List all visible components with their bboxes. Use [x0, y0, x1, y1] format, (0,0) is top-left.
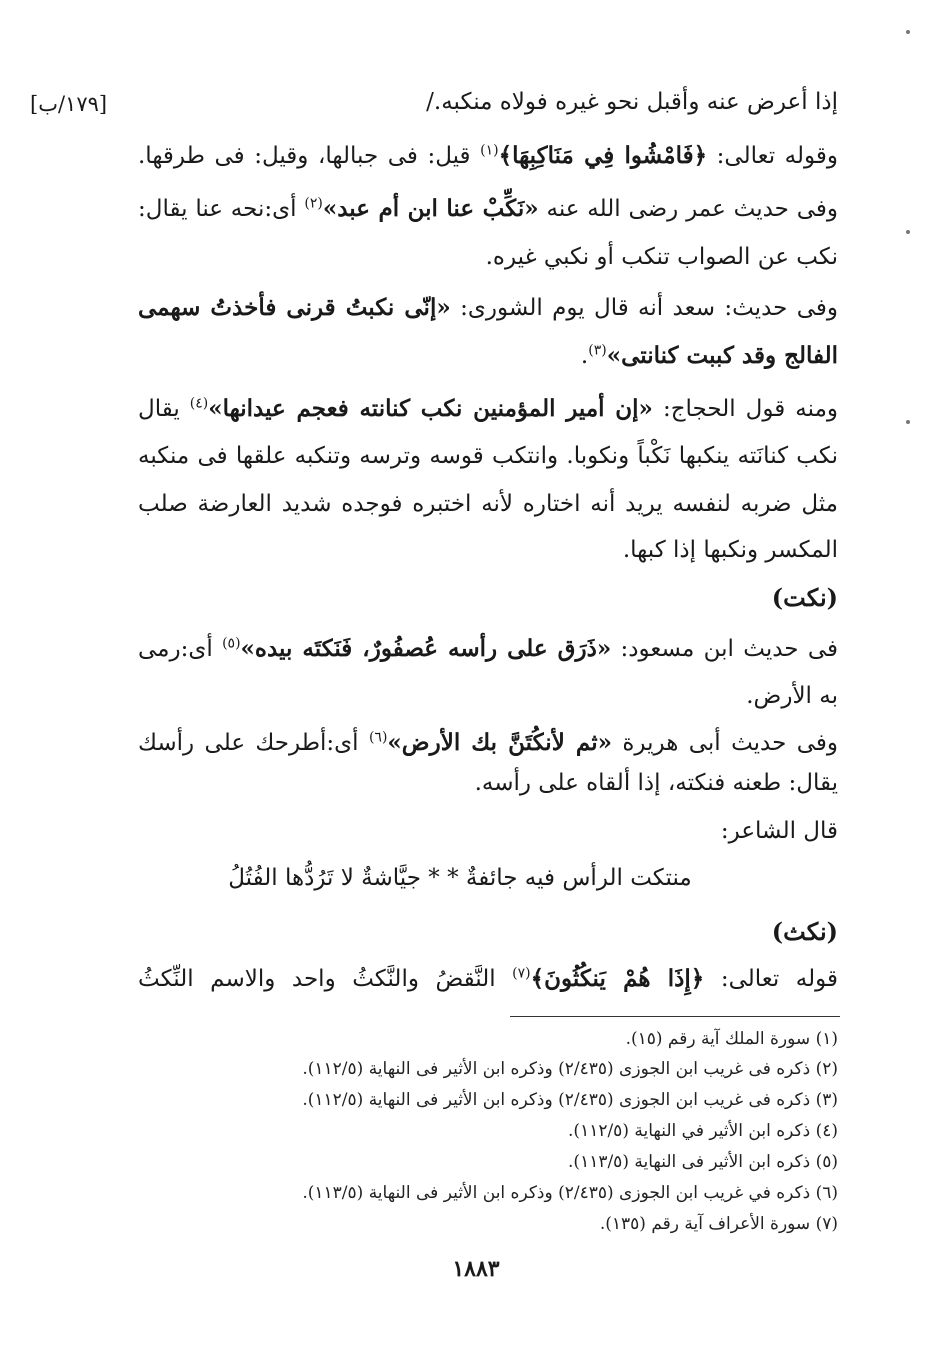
footnote-ref: (٤) [189, 395, 209, 412]
body-line [138, 292, 838, 324]
quoted-text: «إنّى نكبتُ قرنى فأخذتُ سهمى [138, 294, 451, 321]
footnote: (٦) ذكره في غريب ابن الجوزى (٢/٤٣٥) وذكره ابن الأثير فى النهاية (١١٣/٥). [302, 1183, 838, 1203]
footnote: (٥) ذكره ابن الأثير فى النهاية (١١٣/٥). [568, 1152, 838, 1172]
quoted-text: ﴿فَامْشُوا فِي مَنَاكِبِهَا﴾ [498, 142, 708, 169]
text-run: . [580, 343, 589, 369]
body-line [138, 727, 838, 759]
footnote-ref: (٦) [368, 729, 388, 746]
section-heading [772, 916, 838, 948]
margin-mark [906, 230, 910, 234]
body-line [138, 140, 838, 172]
text-run: نكب كنانَته ينكبها نَكْباً ونكوبا. وانتكب قوسه وترسه وتنكبه علقها فى منكبه [138, 443, 838, 469]
body-line [138, 393, 838, 425]
text-run: به الأرض. [746, 683, 838, 709]
text-run: (نكت) [771, 583, 838, 612]
quoted-text: «نَكِّبْ عنا ابن أم عبد» [322, 195, 539, 222]
text-run: وفى حديث عمر رضى الله عنه [538, 196, 838, 222]
body-line [486, 241, 838, 273]
poetry-verse [200, 862, 720, 894]
text-run: منتكت الرأس فيه جائفةٌ * * جيَّاشةٌ لا تَرُدُّها الفُتُلُ [228, 865, 692, 891]
text-run: المكسر ونكبها إذا كبها. [622, 537, 838, 563]
text-run: أى:رمى [138, 636, 223, 662]
body-line [138, 193, 838, 225]
text-run: فى حديث ابن مسعود: [611, 636, 838, 662]
quoted-text: «إن أمير المؤمنين نكب كنانته فعجم عيدانها» [208, 395, 653, 422]
footnote: (٣) ذكره فى غريب ابن الجوزى (٢/٤٣٥) وذكره ابن الأثير فى النهاية (١١٢/٥). [302, 1090, 838, 1110]
text-run: (نكث) [771, 917, 838, 946]
body-line [138, 963, 838, 995]
footnote: (٧) سورة الأعراف آية رقم (١٣٥). [599, 1214, 838, 1234]
body-line [426, 86, 838, 118]
text-run: مثل ضربه لنفسه يريد أنه اختاره لأنه اختبره فوجده شديد العارضة صلب [138, 491, 838, 517]
quoted-text: «ثم لأنكُتَنَّ بك الأرض» [387, 729, 612, 756]
quoted-text: ﴿إِذَا هُمْ يَنكُثُونَ﴾ [530, 965, 705, 992]
page-number: ١٨٨٣ [452, 1256, 500, 1282]
folio-marker: [١٧٩/ب] [30, 92, 108, 116]
text-run: يقال [138, 396, 190, 422]
text-run: إذا أعرض عنه وأقبل نحو غيره فولاه منكبه./ [426, 89, 838, 115]
body-line [138, 633, 838, 665]
body-line [138, 488, 838, 520]
text-run: وفى حديث أبى هريرة [612, 730, 839, 756]
text-run: قال الشاعر: [720, 818, 838, 844]
footnote-separator [510, 1016, 840, 1017]
text-run: قوله تعالى: [704, 966, 838, 992]
body-line [581, 340, 838, 372]
body-line [746, 680, 838, 712]
footnote-ref: (٣) [588, 342, 607, 359]
quoted-text: الفالج وقد كببت كنانتى» [606, 342, 838, 369]
text-run: ومنه قول الحجاج: [652, 396, 838, 422]
footnote-ref: (١) [480, 142, 499, 159]
quoted-text: «ذَرَق على رأسه عُصفُورٌ، فَنَكتَه بيده» [240, 635, 612, 662]
footnote: (٢) ذكره فى غريب ابن الجوزى (٢/٤٣٥) وذكره ابن الأثير فى النهاية (١١٢/٥). [302, 1059, 838, 1079]
footnote-ref: (٧) [512, 965, 531, 982]
footnote-ref: (٥) [222, 635, 241, 652]
text-run: أى:نحه عنا يقال: [138, 196, 305, 222]
text-run: أى:أطرحك على رأسك [138, 730, 369, 756]
text-run: النَّقضُ والنَّكثُ واحد والاسم النِّكثُ [138, 966, 513, 992]
text-run: يقال: طعنه فنكته، إذا ألقاه على رأسه. [474, 770, 838, 796]
footnote: (١) سورة الملك آية رقم (١٥). [625, 1029, 838, 1049]
text-run: قيل: فى جبالها، وقيل: فى طرقها. [138, 143, 481, 169]
text-run: وقوله تعالى: [707, 143, 838, 169]
text-run: نكب عن الصواب تنكب أو نكبي غيره. [485, 244, 838, 270]
poet-intro [721, 815, 838, 847]
margin-mark [906, 30, 910, 34]
footnote-ref: (٢) [304, 195, 323, 212]
body-line [138, 440, 838, 472]
body-line [475, 767, 838, 799]
footnote: (٤) ذكره ابن الأثير في النهاية (١١٢/٥). [568, 1121, 838, 1141]
text-run: وفى حديث: سعد أنه قال يوم الشورى: [450, 295, 838, 321]
margin-mark [906, 420, 910, 424]
body-line [623, 534, 838, 566]
section-heading [772, 582, 838, 614]
